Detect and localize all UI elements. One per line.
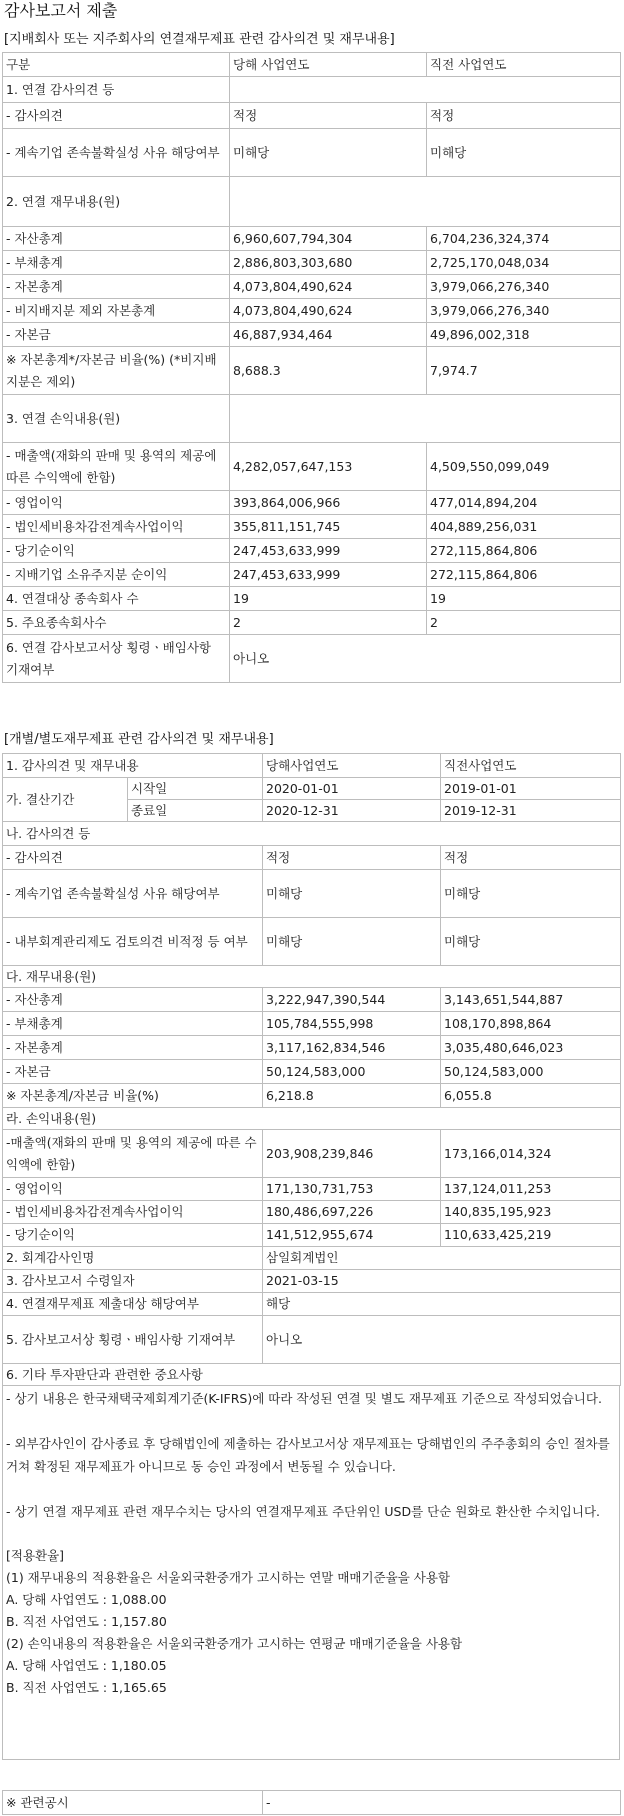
fx-line-1a: A. 당해 사업연도 : 1,088.00 (6, 1592, 167, 1607)
header-cell: 구분 (3, 53, 230, 77)
table-row (3, 1108, 621, 1130)
table-row (3, 587, 621, 611)
table-row (3, 635, 621, 683)
prior-year-value: 3,979,066,276,340 (427, 299, 621, 323)
prior-year-value: 3,979,066,276,340 (427, 275, 621, 299)
row-label: 6. 연결 감사보고서상 횡령ㆍ배임사항 기재여부 (3, 635, 230, 683)
row-label: ※ 자본총계*/자본금 비율(%) (*비지배지분은 제외) (3, 347, 230, 395)
separate-table (2, 753, 621, 1386)
header-cell: 직전사업연도 (441, 754, 621, 778)
table-row (3, 1224, 621, 1247)
prior-year-value: 49,896,002,318 (427, 323, 621, 347)
row-label: - 비지배지분 제외 자본총계 (3, 299, 230, 323)
other-matters-row (3, 1364, 621, 1386)
current-year-value: 미해당 (263, 918, 441, 966)
separate-section-title: [개별/별도재무제표 관련 감사의견 및 재무내용] (4, 732, 274, 747)
current-year-value: 6,960,607,794,304 (230, 227, 427, 251)
current-year-value: 105,784,555,998 (263, 1012, 441, 1036)
current-year-value: 적정 (230, 103, 427, 129)
embezzle-row (3, 1316, 621, 1364)
section-label: 3. 연결 손익내용(원) (3, 395, 230, 443)
table-row (3, 1178, 621, 1201)
current-year-value: 355,811,151,745 (230, 515, 427, 539)
period-start-prior: 2019-01-01 (441, 778, 621, 800)
table-row (3, 1060, 621, 1084)
table-row (3, 299, 621, 323)
prior-year-value: 6,055.8 (441, 1084, 621, 1108)
section-label: 1. 연결 감사의견 등 (3, 77, 230, 103)
row-label: - 부채총계 (3, 1012, 263, 1036)
row-label: 2. 회계감사인명 (3, 1247, 263, 1270)
consolidated-table (2, 52, 621, 683)
table-row (3, 918, 621, 966)
prior-year-value: 272,115,864,806 (427, 563, 621, 587)
prior-year-value: 137,124,011,253 (441, 1178, 621, 1201)
period-end-label: 종료일 (128, 800, 263, 822)
table-row (3, 822, 621, 846)
current-year-value: 180,486,697,226 (263, 1201, 441, 1224)
prior-year-value: 19 (427, 587, 621, 611)
current-year-value: 3,222,947,390,544 (263, 988, 441, 1012)
current-year-value: 247,453,633,999 (230, 539, 427, 563)
row-label: - 자본금 (3, 323, 230, 347)
prior-year-value: 108,170,898,864 (441, 1012, 621, 1036)
table-row (3, 966, 621, 988)
prior-year-value: 404,889,256,031 (427, 515, 621, 539)
header-cell: 당해사업연도 (263, 754, 441, 778)
row-label: - 법인세비용차감전계속사업이익 (3, 515, 230, 539)
current-year-value: 미해당 (263, 870, 441, 918)
table-row (3, 870, 621, 918)
table-row (3, 275, 621, 299)
table-row (3, 443, 621, 491)
row-label: - 법인세비용차감전계속사업이익 (3, 1201, 263, 1224)
prior-year-value: 적정 (427, 103, 621, 129)
fx-line-1b: B. 직전 사업연도 : 1,157.80 (6, 1614, 167, 1629)
related-label: ※ 관련공시 (3, 1791, 263, 1815)
prior-year-value: 2 (427, 611, 621, 635)
period-end-prior: 2019-12-31 (441, 800, 621, 822)
period-start-label: 시작일 (128, 778, 263, 800)
table-row (3, 251, 621, 275)
table-row (3, 227, 621, 251)
note-paragraph-3: - 상기 연결 재무제표 관련 재무수치는 당사의 연결재무제표 주단위인 USD를 단순 원화로 환산한 수치입니다. (6, 1504, 600, 1519)
current-year-value: 141,512,955,674 (263, 1224, 441, 1247)
fx-line-2b: B. 직전 사업연도 : 1,165.65 (6, 1680, 167, 1695)
row-label: - 내부회계관리제도 검토의견 비적정 등 여부 (3, 918, 263, 966)
row-label: - 자산총계 (3, 227, 230, 251)
row-value: 아니오 (230, 635, 621, 683)
note-paragraph-1: - 상기 내용은 한국채택국제회계기준(K-IFRS)에 따라 작성된 연결 및 별도 재무제표 기준으로 작성되었습니다. (6, 1391, 602, 1406)
table-row (3, 1130, 621, 1178)
prior-year-value: 477,014,894,204 (427, 491, 621, 515)
empty-cell (230, 77, 621, 103)
current-year-value: 4,073,804,490,624 (230, 275, 427, 299)
header-cell: 1. 감사의견 및 재무내용 (3, 754, 263, 778)
row-value: 2021-03-15 (263, 1270, 621, 1293)
row-label: ※ 자본총계/자본금 비율(%) (3, 1084, 263, 1108)
empty-cell (230, 395, 621, 443)
period-label: 가. 결산기간 (3, 778, 128, 822)
row-label: 5. 감사보고서상 횡령ㆍ배임사항 기재여부 (3, 1316, 263, 1364)
prior-year-value: 미해당 (441, 918, 621, 966)
section-label: 다. 재무내용(원) (3, 966, 621, 988)
table-row (3, 347, 621, 395)
table-row (3, 1201, 621, 1224)
section-label: 나. 감사의견 등 (3, 822, 621, 846)
current-year-value: 2 (230, 611, 427, 635)
current-year-value: 46,887,934,464 (230, 323, 427, 347)
fx-title: [적용환율] (6, 1548, 65, 1563)
row-label: - 자본총계 (3, 275, 230, 299)
table-row (3, 988, 621, 1012)
row-label: - 자본금 (3, 1060, 263, 1084)
note-paragraph-2: - 외부감사인이 감사종료 후 당해법인에 제출하는 감사보고서상 재무제표는 당해법인의 주주총회의 승인 절차를 거쳐 확정된 재무제표가 아니므로 동 승인 과정에서 변동될 수 있습니다. (6, 1436, 610, 1474)
table-row (3, 1084, 621, 1108)
table-row (3, 515, 621, 539)
row-label: - 영업이익 (3, 491, 230, 515)
notes-block (2, 1386, 620, 1760)
current-year-value: 8,688.3 (230, 347, 427, 395)
row-label: - 지배기업 소유주지분 순이익 (3, 563, 230, 587)
header-cell: 당해 사업연도 (230, 53, 427, 77)
table-row (3, 1012, 621, 1036)
related-value: - (263, 1791, 621, 1815)
current-year-value: 6,218.8 (263, 1084, 441, 1108)
current-year-value: 171,130,731,753 (263, 1178, 441, 1201)
section-label: 2. 연결 재무내용(원) (3, 177, 230, 227)
current-year-value: 50,124,583,000 (263, 1060, 441, 1084)
prior-year-value: 173,166,014,324 (441, 1130, 621, 1178)
row-label: - 매출액(재화의 판매 및 용역의 제공에 따른 수익액에 한함) (3, 443, 230, 491)
prior-year-value: 7,974.7 (427, 347, 621, 395)
current-year-value: 19 (230, 587, 427, 611)
prior-year-value: 미해당 (441, 870, 621, 918)
current-year-value: 4,282,057,647,153 (230, 443, 427, 491)
row-value: 해당 (263, 1293, 621, 1316)
prior-year-value: 140,835,195,923 (441, 1201, 621, 1224)
other-matters-label: 6. 기타 투자판단과 관련한 중요사항 (3, 1364, 621, 1386)
current-year-value: 393,864,006,966 (230, 491, 427, 515)
table-row (3, 1036, 621, 1060)
prior-year-value: 적정 (441, 846, 621, 870)
row-label: - 계속기업 존속불확실성 사유 해당여부 (3, 129, 230, 177)
row-value: 아니오 (263, 1316, 621, 1364)
section-label: 라. 손익내용(원) (3, 1108, 621, 1130)
row-label: - 당기순이익 (3, 1224, 263, 1247)
prior-year-value: 4,509,550,099,049 (427, 443, 621, 491)
table-row (3, 491, 621, 515)
header-cell: 직전 사업연도 (427, 53, 621, 77)
row-label: 3. 감사보고서 수령일자 (3, 1270, 263, 1293)
period-start-current: 2020-01-01 (263, 778, 441, 800)
current-year-value: 2,886,803,303,680 (230, 251, 427, 275)
row-label: - 감사의견 (3, 846, 263, 870)
prior-year-value: 미해당 (427, 129, 621, 177)
auditor-row (3, 1247, 621, 1270)
table-row (3, 103, 621, 129)
related-table (2, 1790, 621, 1815)
row-label: - 계속기업 존속불확실성 사유 해당여부 (3, 870, 263, 918)
table-row (3, 323, 621, 347)
current-year-value: 3,117,162,834,546 (263, 1036, 441, 1060)
fx-line-1: (1) 재무내용의 적용환율은 서울외국환중개가 고시하는 연말 매매기준율을 사용함 (6, 1570, 450, 1585)
row-label: 4. 연결재무제표 제출대상 해당여부 (3, 1293, 263, 1316)
current-year-value: 4,073,804,490,624 (230, 299, 427, 323)
table-row (3, 177, 621, 227)
prior-year-value: 110,633,425,219 (441, 1224, 621, 1247)
current-year-value: 미해당 (230, 129, 427, 177)
row-label: - 부채총계 (3, 251, 230, 275)
period-row (3, 778, 621, 800)
receipt-date-row (3, 1270, 621, 1293)
empty-cell (230, 177, 621, 227)
table-row (3, 563, 621, 587)
page-title: 감사보고서 제출 (4, 1, 118, 20)
table-header-row (3, 754, 621, 778)
row-label: -매출액(재화의 판매 및 용역의 제공에 따른 수익액에 한함) (3, 1130, 263, 1178)
table-row (3, 129, 621, 177)
consolidated-section-title: [지배회사 또는 지주회사의 연결재무제표 관련 감사의견 및 재무내용] (4, 32, 395, 47)
table-row (3, 539, 621, 563)
table-row (3, 611, 621, 635)
current-year-value: 203,908,239,846 (263, 1130, 441, 1178)
current-year-value: 247,453,633,999 (230, 563, 427, 587)
row-label: 4. 연결대상 종속회사 수 (3, 587, 230, 611)
prior-year-value: 50,124,583,000 (441, 1060, 621, 1084)
fx-line-2: (2) 손익내용의 적용환율은 서울외국환중개가 고시하는 연평균 매매기준율을 사용함 (6, 1636, 463, 1651)
fx-line-2a: A. 당해 사업연도 : 1,180.05 (6, 1658, 167, 1673)
prior-year-value: 2,725,170,048,034 (427, 251, 621, 275)
prior-year-value: 6,704,236,324,374 (427, 227, 621, 251)
row-label: 5. 주요종속회사수 (3, 611, 230, 635)
period-end-current: 2020-12-31 (263, 800, 441, 822)
submit-target-row (3, 1293, 621, 1316)
table-row (3, 77, 621, 103)
row-label: - 자산총계 (3, 988, 263, 1012)
table-row (3, 846, 621, 870)
prior-year-value: 272,115,864,806 (427, 539, 621, 563)
current-year-value: 적정 (263, 846, 441, 870)
row-label: - 감사의견 (3, 103, 230, 129)
table-header-row (3, 53, 621, 77)
prior-year-value: 3,035,480,646,023 (441, 1036, 621, 1060)
row-label: - 당기순이익 (3, 539, 230, 563)
row-value: 삼일회계법인 (263, 1247, 621, 1270)
prior-year-value: 3,143,651,544,887 (441, 988, 621, 1012)
row-label: - 영업이익 (3, 1178, 263, 1201)
table-row (3, 395, 621, 443)
row-label: - 자본총계 (3, 1036, 263, 1060)
